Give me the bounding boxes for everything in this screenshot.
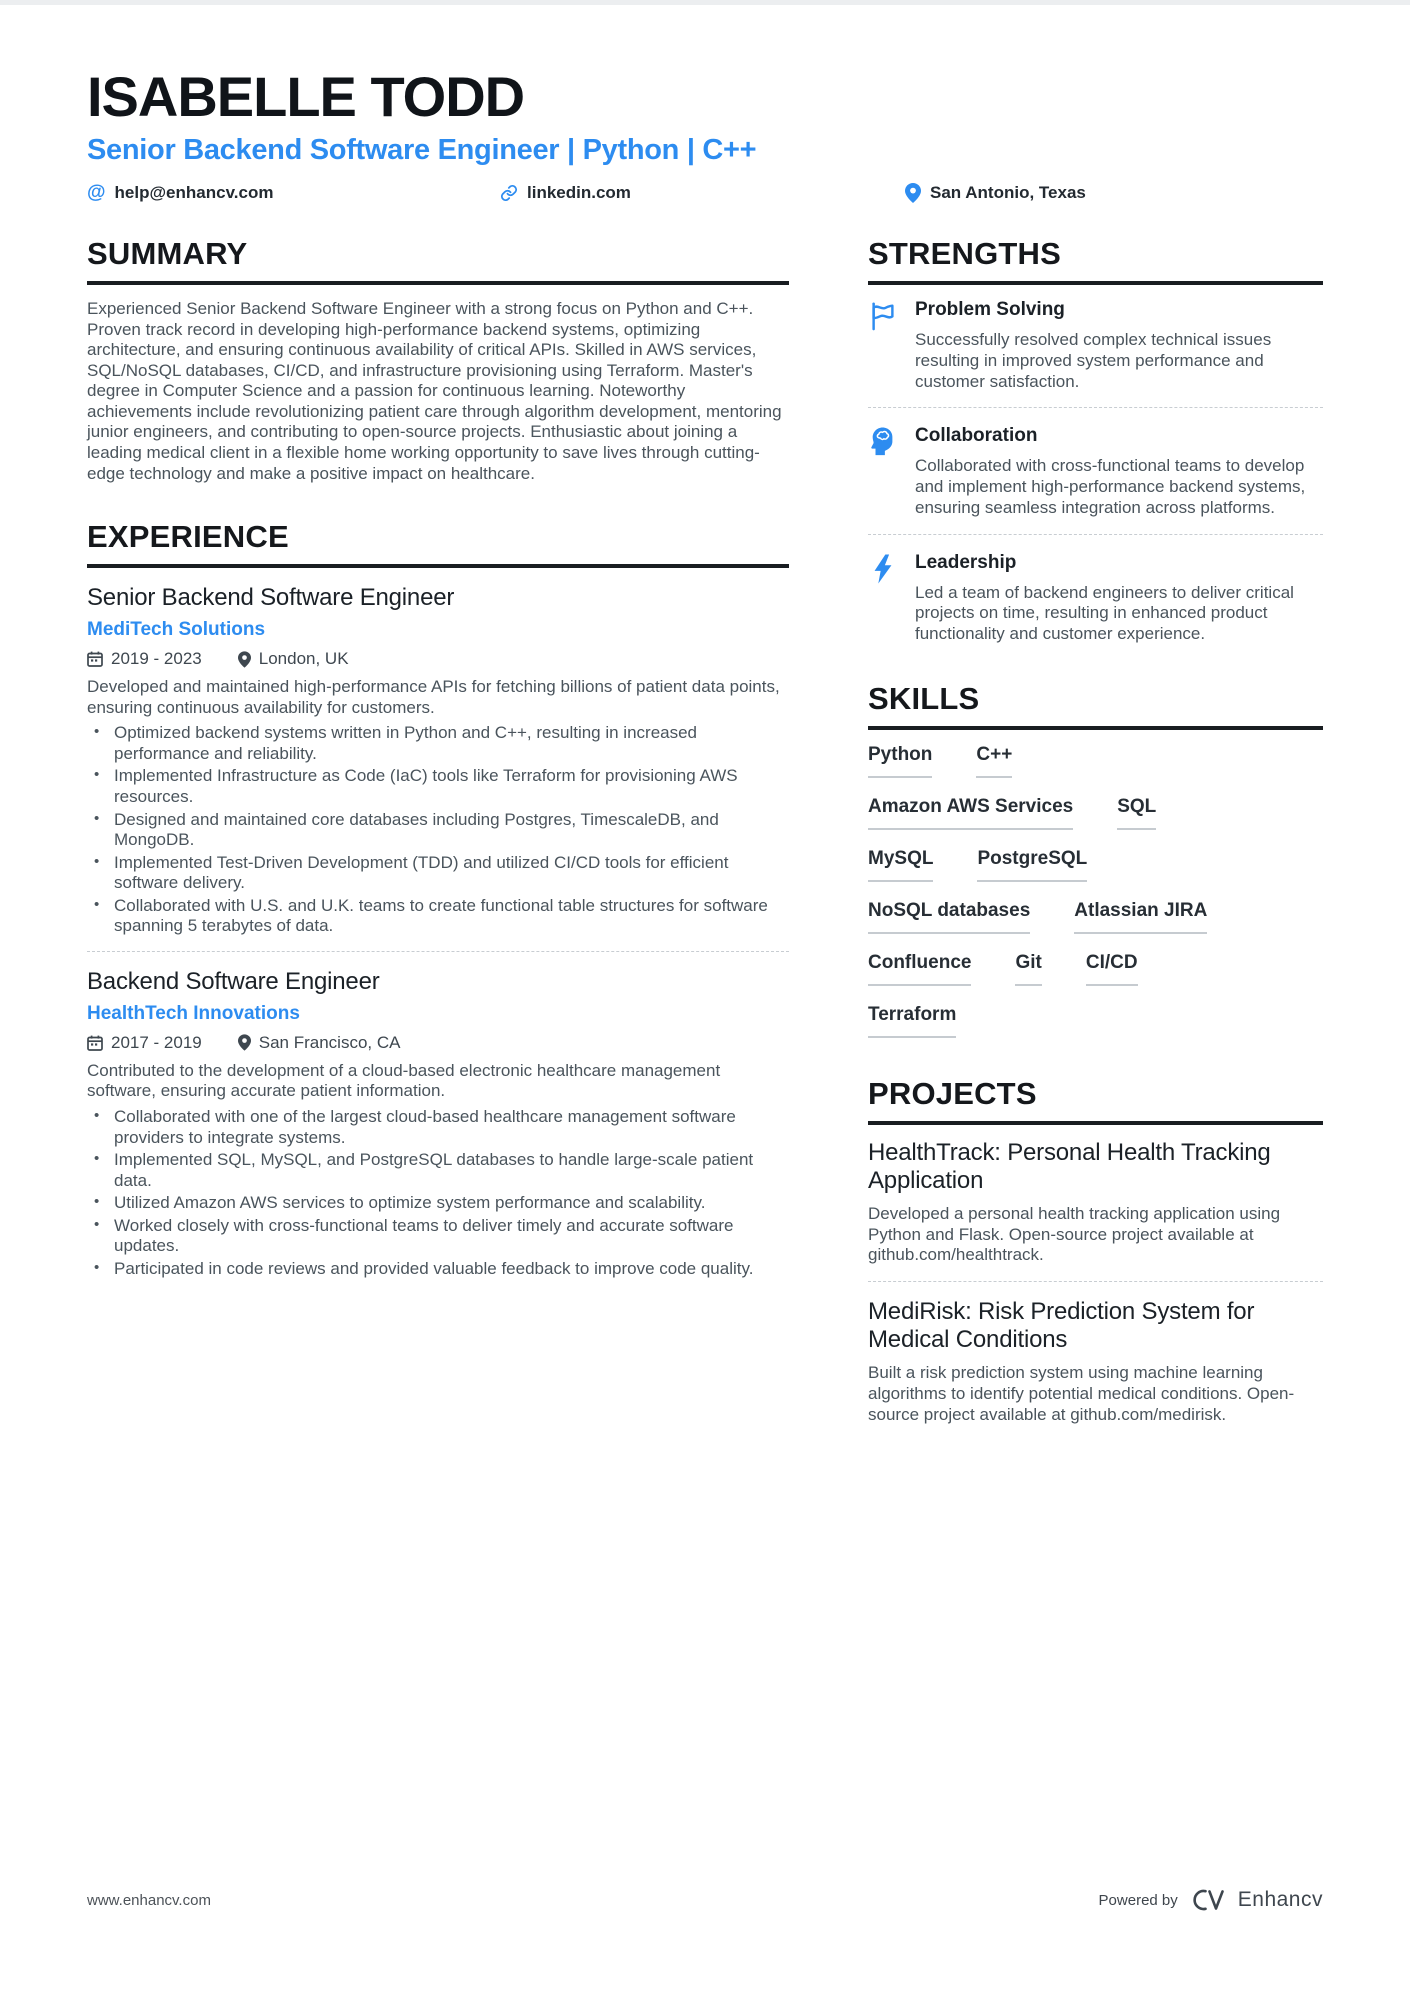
- job-entry: [87, 951, 789, 1280]
- skill-tag: Terraform: [868, 1004, 956, 1038]
- skill-tag: Python: [868, 744, 932, 778]
- job-dates: [87, 1033, 202, 1053]
- job-description: Contributed to the development of a cloud-based electronic healthcare management software, ensuring accurate patient information.: [87, 1060, 721, 1101]
- contact-location: [905, 183, 1086, 203]
- job-meta: [87, 649, 789, 669]
- contact-email-text: help@enhancv.com: [114, 183, 274, 203]
- job-bullet: • Participated in code reviews and provided valuable feedback to improve code quality.: [87, 1259, 789, 1280]
- job-entry: [87, 582, 789, 937]
- strength-content: [915, 552, 1323, 645]
- strength-content: [915, 299, 1323, 392]
- enhancv-logo-icon: [1190, 1887, 1232, 1913]
- summary-section: [87, 236, 789, 484]
- job-dates-text: 2017 - 2019: [111, 1032, 202, 1052]
- skill-tag: NoSQL databases: [868, 900, 1030, 934]
- skill-row: [868, 900, 1323, 934]
- strength-title: Problem Solving: [915, 299, 1065, 321]
- job-company[interactable]: HealthTech Innovations: [87, 1002, 300, 1024]
- strength-text: Successfully resolved complex technical issues resulting in improved system performance and customer satisfaction.: [915, 330, 1272, 391]
- job-bullet: • Worked closely with cross-functional teams to deliver timely and accurate software updates.: [87, 1216, 789, 1257]
- skill-row: [868, 744, 1323, 778]
- flag-icon: [868, 299, 898, 392]
- skill-tag: C++: [976, 744, 1012, 778]
- skill-tag: PostgreSQL: [977, 848, 1087, 882]
- footer-site-url: www.enhancv.com: [87, 1891, 211, 1909]
- link-icon: [500, 184, 518, 202]
- job-bullet: • Optimized backend systems written in Python and C++, resulting in increased performance and reliability.: [87, 723, 789, 764]
- contact-linkedin[interactable]: [500, 183, 905, 203]
- job-bullet: • Implemented SQL, MySQL, and PostgreSQL databases to handle large-scale patient data.: [87, 1150, 789, 1191]
- strength-text: Led a team of backend engineers to deliver critical projects on time, resulting in enhanced product functionality and customer experience.: [915, 582, 1294, 643]
- enhancv-brand-name: Enhancv: [1237, 1888, 1323, 1911]
- job-company[interactable]: MediTech Solutions: [87, 619, 266, 641]
- strengths-section: [868, 236, 1323, 645]
- resume-header: [87, 65, 1323, 204]
- contact-row: [87, 182, 1323, 204]
- projects-heading: PROJECTS: [868, 1076, 1323, 1125]
- job-bullet: • Implemented Infrastructure as Code (IaC) tools like Terraform for provisioning AWS resources.: [87, 766, 789, 807]
- left-column: [87, 236, 789, 1425]
- location-icon: [905, 183, 921, 203]
- skill-tag: CI/CD: [1086, 952, 1138, 986]
- calendar-icon: [87, 651, 103, 667]
- powered-by-label: Powered by: [1098, 1891, 1178, 1909]
- skill-tag: Git: [1015, 952, 1041, 986]
- experience-heading: EXPERIENCE: [87, 519, 789, 568]
- job-bullet: • Implemented Test-Driven Development (TDD) and utilized CI/CD tools for efficient software delivery.: [87, 853, 789, 894]
- strength-item: [868, 534, 1323, 645]
- job-bullet: • Collaborated with one of the largest cloud-based healthcare management software providers to integrate systems.: [87, 1107, 789, 1148]
- skill-tag: SQL: [1117, 796, 1156, 830]
- contact-email[interactable]: [87, 182, 500, 204]
- skill-row: [868, 796, 1323, 830]
- at-icon: @: [87, 182, 106, 204]
- job-dates-text: 2019 - 2023: [111, 649, 202, 669]
- skill-row: [868, 848, 1323, 882]
- job-bullet-list: [87, 723, 789, 937]
- location-pin-icon: [238, 651, 251, 668]
- job-bullet-list: [87, 1107, 789, 1280]
- footer-branding: [1099, 1887, 1323, 1913]
- job-location-text: San Francisco, CA: [258, 1032, 401, 1052]
- job-location: [238, 649, 349, 669]
- job-description: Developed and maintained high-performance APIs for fetching billions of patient data points, ensuring continuous availability for customers.: [87, 677, 780, 717]
- enhancv-logo[interactable]: [1190, 1887, 1323, 1913]
- skill-tag: Amazon AWS Services: [868, 796, 1073, 830]
- project-title: MediRisk: Risk Prediction System for Medical Conditions: [868, 1298, 1255, 1354]
- projects-section: [868, 1076, 1323, 1426]
- project-entry: [868, 1281, 1323, 1425]
- skill-tag: Confluence: [868, 952, 971, 986]
- strength-title: Collaboration: [915, 425, 1038, 447]
- skill-tag: Atlassian JIRA: [1074, 900, 1207, 934]
- summary-heading: SUMMARY: [87, 236, 789, 285]
- strengths-heading: STRENGTHS: [868, 236, 1323, 285]
- project-entry: [868, 1139, 1323, 1266]
- summary-text: Experienced Senior Backend Software Engineer with a strong focus on Python and C++. Proven track record in developing high-performance backend systems, optimizing architecture, and ensuring continuous availability of critical APIs. Skilled in AWS services, SQL/NoSQL databases, CI/CD, and infrastructure provisioning using Terraform. Master's degree in Computer Science and a passion for continuous learning. Noteworthy achievements include revolutionizing patient care through algorithm development, mentoring junior engineers, and contributing to open-source projects. Enthusiastic about joining a leading medical client in a flexible home working opportunity to save lives through cutting-edge technology and make a positive impact on healthcare.: [87, 299, 782, 483]
- job-bullet: • Collaborated with U.S. and U.K. teams to create functional table structures for software spanning 5 terabytes of data.: [87, 896, 789, 937]
- job-title: Backend Software Engineer: [87, 967, 380, 995]
- right-column: [868, 236, 1323, 1425]
- project-text: Developed a personal health tracking application using Python and Flask. Open-source project available at github.com/healthtrack.: [868, 1203, 1281, 1265]
- job-bullet: • Designed and maintained core databases including Postgres, TimescaleDB, and MongoDB.: [87, 810, 789, 851]
- page-top-edge: [0, 0, 1410, 5]
- calendar-icon: [87, 1035, 103, 1051]
- job-title: Senior Backend Software Engineer: [87, 584, 455, 612]
- job-bullet: • Utilized Amazon AWS services to optimize system performance and scalability.: [87, 1193, 789, 1214]
- strength-item: [868, 407, 1323, 518]
- location-pin-icon: [238, 1034, 251, 1051]
- content-columns: [87, 236, 1323, 1425]
- page-footer: [87, 1887, 1323, 1913]
- contact-linkedin-text: linkedin.com: [527, 183, 631, 203]
- contact-location-text: San Antonio, Texas: [930, 183, 1086, 203]
- skill-row: [868, 1004, 1323, 1038]
- job-location: [238, 1033, 401, 1053]
- skills-heading: SKILLS: [868, 681, 1323, 730]
- strength-item: [868, 299, 1323, 392]
- skills-section: [868, 681, 1323, 1038]
- job-dates: [87, 649, 202, 669]
- strength-title: Leadership: [915, 551, 1017, 573]
- lightning-icon: [868, 552, 898, 645]
- experience-section: [87, 519, 789, 1279]
- project-title: HealthTrack: Personal Health Tracking Application: [868, 1138, 1271, 1194]
- collaboration-icon: [868, 425, 898, 518]
- job-location-text: London, UK: [258, 649, 349, 669]
- candidate-title: Senior Backend Software Engineer | Python | C++: [87, 134, 757, 167]
- skill-tag: MySQL: [868, 848, 933, 882]
- job-meta: [87, 1033, 789, 1053]
- strength-text: Collaborated with cross-functional teams to develop and implement high-performance backend systems, ensuring seamless integration across platforms.: [915, 456, 1306, 517]
- skill-row: [868, 952, 1323, 986]
- candidate-name: ISABELLE TODD: [87, 65, 525, 128]
- project-text: Built a risk prediction system using machine learning algorithms to identify potential medical conditions. Open-source project available at github.com/medirisk.: [868, 1363, 1295, 1424]
- strength-content: [915, 425, 1323, 518]
